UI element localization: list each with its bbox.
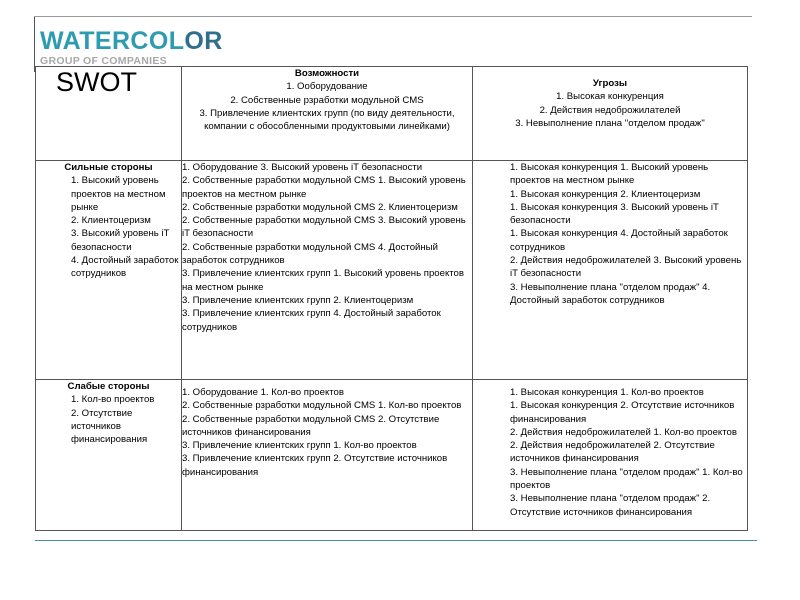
opportunities-header — [182, 67, 473, 161]
st-strategies-cell — [473, 161, 748, 380]
wt-strategy-item: 1. Высокая конкуренция 2. Отсутствие источников финансирования — [510, 400, 735, 425]
opportunities-item: 2. Собственные рзработки модульной CMS — [230, 94, 424, 106]
logo-wordmark-main: WATERCOL — [40, 27, 185, 55]
weaknesses-item: 2. Отсутствие источников финансирования — [71, 407, 148, 446]
logo-wordmark-accent: OR — [184, 27, 223, 55]
threats-item: 1. Высокая конкуренция — [556, 91, 664, 103]
wt-strategy-item: 1. Высокая конкуренция 1. Кол-во проектов — [510, 387, 704, 398]
strengths-heading: Сильные стороны — [64, 162, 153, 173]
opportunities-item: 3. Привлечение клиентских групп (по виду деятельности, компании с обособленными продуктовыми линейками) — [199, 107, 455, 133]
header-rule — [34, 16, 752, 17]
so-strategy-item: 3. Привлечение клиентских групп 2. Клиентоцеризм — [182, 294, 414, 306]
wt-strategies-list — [510, 386, 747, 519]
weaknesses-list — [36, 393, 181, 446]
strengths-item: 3. Высокий уровень iT безопасности — [71, 228, 170, 253]
wt-strategy-item: 3. Невыполнение плана "отделом продаж" 2. Отсутствие источников финансирования — [510, 493, 711, 518]
st-strategy-item: 1. Высокая конкуренция 1. Высокий уровень проектов на местном рынке — [510, 162, 709, 187]
so-strategy-item: 2. Собственные рзработки модульной CMS 2. Клиентоцеризм — [182, 201, 458, 213]
logo-subtitle: GROUP OF COMPANIES — [40, 55, 167, 67]
strengths-list — [36, 174, 181, 280]
opportunities-item: 1. Ооборудование — [286, 81, 368, 93]
logo-divider-vertical — [34, 16, 35, 72]
swot-table — [35, 66, 748, 531]
so-strategies-cell — [182, 161, 473, 380]
so-strategy-item: 2. Собственные рзработки модульной CMS 3. Высокий уровень iT безопасности — [182, 215, 466, 240]
wo-strategy-item: 3. Привлечение клиентских групп 1. Кол-во проектов — [182, 440, 417, 452]
weaknesses-row — [36, 380, 748, 531]
weaknesses-heading: Слабые стороны — [67, 381, 150, 392]
st-strategy-item: 1. Высокая конкуренция 3. Высокий уровень iT безопасности — [510, 201, 719, 227]
strengths-item: 1. Высокий уровень проектов на местном рынке — [71, 175, 166, 213]
weaknesses-item: 1. Кол-во проектов — [71, 394, 155, 406]
footer-rule — [35, 540, 757, 541]
wt-strategy-item: 2. Действия недоброжилателей 2. Отсутствие источников финансирования — [510, 440, 715, 465]
swot-title: SWOT — [56, 67, 137, 97]
wo-strategy-item: 1. Оборудование 1. Кол-во проектов — [182, 387, 344, 398]
threats-item: 2. Действия недоброжилателей — [539, 104, 681, 116]
st-strategy-item: 3. Невыполнение плана "отделом продаж" 4. Достойный заработок сотрудников — [510, 281, 711, 306]
strengths-item: 2. Клиентоцеризм — [71, 215, 151, 227]
st-strategy-item: 1. Высокая конкуренция 2. Клиентоцеризм — [510, 188, 701, 200]
opportunities-heading: Возможности — [294, 68, 360, 79]
strengths-row — [36, 161, 748, 380]
wo-strategies-list — [182, 386, 472, 479]
wo-strategy-item: 2. Собственные рзработки модульной CMS 1. Кол-во проектов — [182, 400, 462, 412]
threats-header — [473, 67, 748, 161]
so-strategy-item: 2. Собственные рзработки модульной CMS 4. Достойный заработок сотрудников — [182, 241, 438, 267]
st-strategy-item: 1. Высокая конкуренция 4. Достойный заработок сотрудников — [510, 228, 728, 253]
threats-item: 3. Невыполнение плана "отделом продаж" — [515, 117, 705, 129]
wt-strategy-item: 3. Невыполнение плана "отделом продаж" 1. Кол-во проектов — [510, 466, 743, 492]
st-strategies-list — [510, 161, 747, 307]
threats-heading: Угрозы — [592, 78, 628, 89]
wo-strategy-item: 2. Собственные рзработки модульной CMS 2. Отсутствие источников финансирования — [182, 413, 440, 438]
weaknesses-header — [36, 380, 182, 531]
so-strategies-list — [182, 161, 472, 334]
wt-strategies-cell — [473, 380, 748, 531]
so-strategy-item: 3. Привлечение клиентских групп 1. Высокий уровень проектов на местном рынке — [182, 268, 464, 293]
logo-wordmark — [40, 27, 223, 55]
wt-strategy-item: 2. Действия недоброжилателей 1. Кол-во проектов — [510, 426, 737, 438]
strengths-item: 4. Достойный заработок сотрудников — [71, 255, 179, 280]
swot-header-row — [36, 67, 748, 161]
wo-strategy-item: 3. Привлечение клиентских групп 2. Отсутствие источников финансирования — [182, 453, 448, 478]
so-strategy-item: 2. Собственные рзработки модульной CMS 1. Высокий уровень проектов на местном рынке — [182, 175, 466, 200]
st-strategy-item: 2. Действия недоброжилателей 3. Высокий уровень iT безопасности — [510, 255, 742, 280]
swot-corner-cell — [36, 67, 182, 161]
so-strategy-item: 3. Привлечение клиентских групп 4. Достойный заработок сотрудников — [182, 308, 441, 333]
strengths-header — [36, 161, 182, 380]
so-strategy-item: 1. Оборудование 3. Высокий уровень iT безопасности — [182, 162, 423, 173]
wo-strategies-cell — [182, 380, 473, 531]
